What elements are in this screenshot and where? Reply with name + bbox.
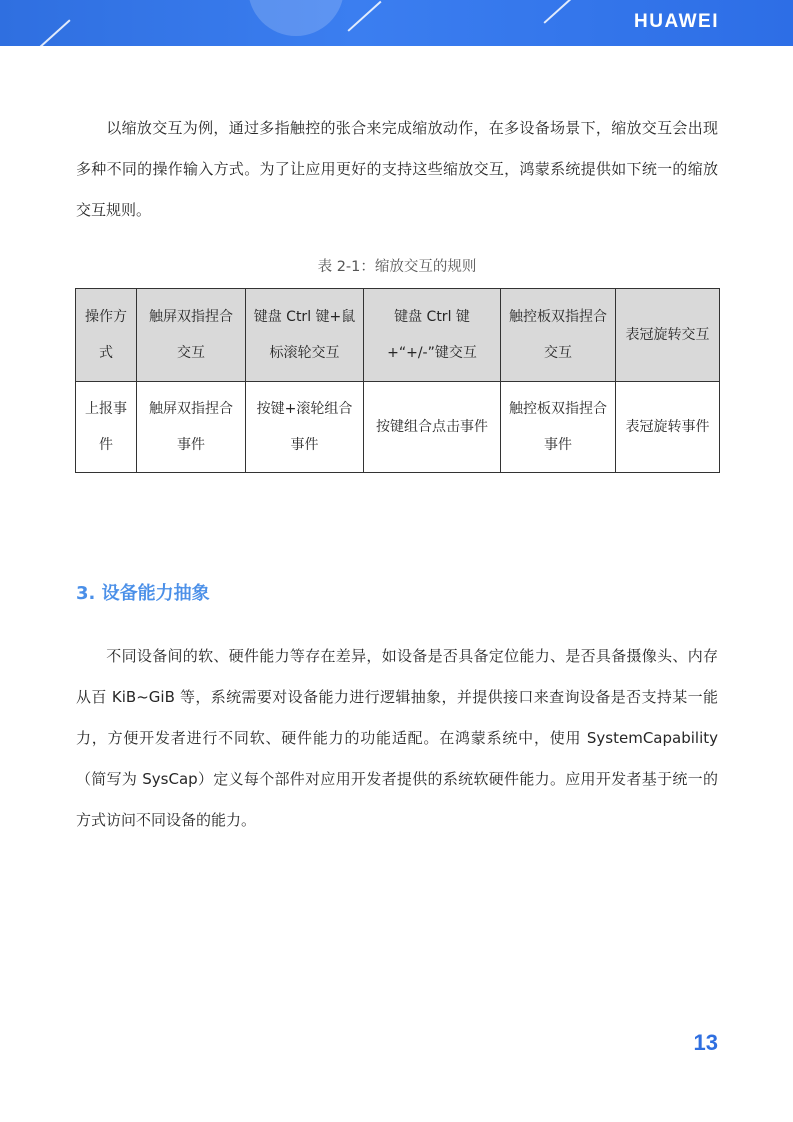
table-caption: 表 2-1：缩放交互的规则 (317, 259, 477, 275)
decorative-circle (248, 0, 344, 36)
intro-paragraph (76, 108, 718, 231)
page-number: 13 (693, 1030, 718, 1055)
header-cell: 操作方式 (76, 289, 137, 382)
table-cell: 触控板双指捏合事件 (501, 382, 616, 473)
table-cell: 触屏双指捏合事件 (137, 382, 246, 473)
section-text: 不同设备间的软、硬件能力等存在差异，如设备是否具备定位能力、是否具备摄像头、内存从百 KiB~GiB 等，系统需要对设备能力进行逻辑抽象，并提供接口来查询设备是否支持某一能力，方便开发者进行不同软、硬件能力的功能适配。在鸿蒙系统中，使用 SystemCapability（简写为 SysCap）定义每个部件对应用开发者提供的系统软硬件能力。应用开发者基于统一的方式访问不同设备的能力。 (76, 647, 718, 829)
header-cell: 触屏双指捏合交互 (137, 289, 246, 382)
table-cell: 上报事件 (76, 382, 137, 473)
intro-text: 以缩放交互为例，通过多指触控的张合来完成缩放动作，在多设备场景下，缩放交互会出现多种不同的操作输入方式。为了让应用更好的支持这些缩放交互，鸿蒙系统提供如下统一的缩放交互规则。 (76, 119, 718, 219)
section-paragraph (76, 636, 718, 841)
header-cell: 键盘 Ctrl 键+鼠标滚轮交互 (246, 289, 364, 382)
zoom-rules-table (75, 288, 720, 473)
section-title: 3. 设备能力抽象 (76, 583, 210, 604)
brand-logo: HUAWEI (634, 11, 719, 32)
header-cell: 表冠旋转交互 (616, 289, 720, 382)
table-row (76, 382, 720, 473)
table-cell: 按键+滚轮组合事件 (246, 382, 364, 473)
table-header-row (76, 289, 720, 382)
decorative-line (543, 0, 571, 23)
header-banner (0, 0, 793, 46)
table-cell: 按键组合点击事件 (364, 382, 501, 473)
header-cell: 触控板双指捏合交互 (501, 289, 616, 382)
table-cell: 表冠旋转事件 (616, 382, 720, 473)
decorative-line (39, 19, 70, 46)
header-cell: 键盘 Ctrl 键 +“+/-”键交互 (364, 289, 501, 382)
decorative-line (347, 1, 381, 32)
